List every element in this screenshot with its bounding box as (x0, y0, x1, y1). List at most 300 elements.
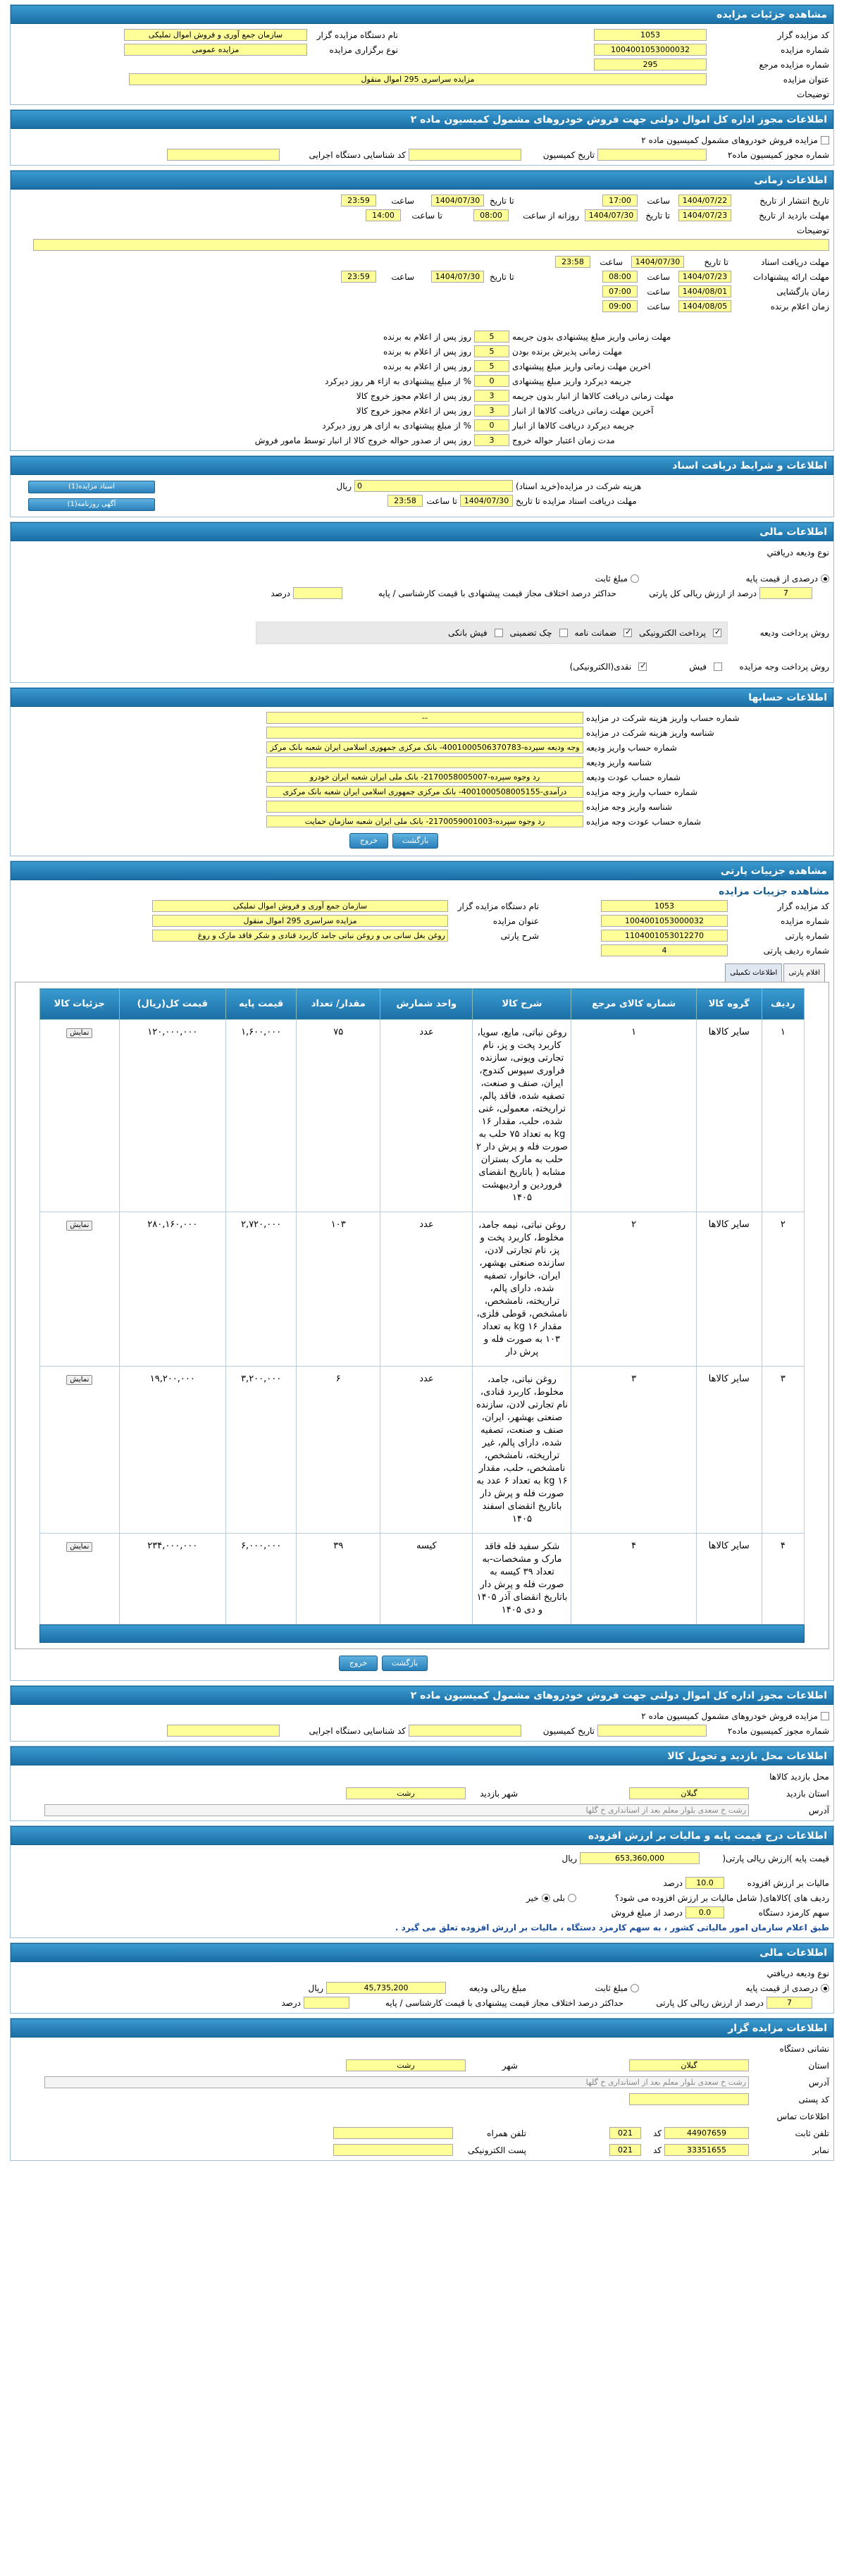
fixed2-radio-label: مبلغ ثابت (595, 1983, 628, 1993)
account-field: رد وجوه سپرده-2170059001003- بانک ملی ایران شعبه سازمان حمایت (266, 815, 583, 827)
docs-time-field: 23:58 (555, 256, 590, 268)
guarantee-checkbox[interactable] (623, 629, 632, 637)
deposit-type-label: نوع وديعه دريافتي (767, 547, 829, 557)
to-date-label: تا تاریخ (490, 195, 514, 206)
open-date-field: 1404/08/01 (678, 285, 731, 297)
accounts-header: اطلاعات حسابها (11, 688, 833, 707)
cell-total: ۱۹,۲۰۰,۰۰۰ (119, 1367, 225, 1534)
daily-to-field: 14:00 (366, 209, 401, 221)
ref-field: 295 (594, 58, 707, 70)
column-header: شماره کالای مرجع (571, 989, 696, 1020)
pricing-panel (10, 1825, 834, 1938)
percent2-word: درصد (281, 1997, 301, 2008)
cell-ref: ۲ (571, 1212, 696, 1367)
cell-qty: ۳۹ (297, 1534, 380, 1625)
contact-header: اطلاعات مزایده گزار (11, 2019, 833, 2038)
show-details-button[interactable]: نمایش (66, 1542, 92, 1552)
contact-city-field: رشت (346, 2059, 466, 2071)
permit2-checkbox-label: مزایده فروش خودروهای مشمول کمیسیون ماده ۲ (641, 1711, 818, 1721)
deadline-row (15, 374, 829, 388)
offer-from-field: 1404/07/23 (678, 271, 731, 283)
fee-label: هزینه شرکت در مزایده(خرید اسناد) (516, 481, 642, 491)
contact-address-label: آدرس (808, 2077, 829, 2088)
price-method-box (256, 655, 728, 678)
contact-city-label: شهر (502, 2060, 518, 2071)
hour-label: ساعت (647, 271, 670, 282)
check-label: چک تضمینی (509, 628, 552, 638)
pub-to-field: 1404/07/30 (431, 195, 484, 207)
column-header: قیمت پایه (226, 989, 297, 1020)
account-label: شماره حساب واریز وجه مزایده (586, 787, 697, 797)
party-return-button[interactable]: بازگشت (382, 1656, 428, 1671)
cell-group: سایر کالاها (696, 1020, 762, 1212)
winner-date-field: 1404/08/05 (678, 300, 731, 312)
deadline-unit: روز پس از اعلام مجوز خروج کالا (356, 405, 471, 416)
cell-unit: کیسه (380, 1534, 473, 1625)
price-method-label: روش پرداخت وجه مزایده (739, 662, 829, 672)
code-field: 1053 (594, 29, 707, 41)
party-no-field: 1104001053012270 (601, 930, 728, 942)
deadline-label: جریمه دیرکرد واریز مبلغ پیشنهادی (512, 376, 632, 386)
phone-code-label: کد (652, 2128, 662, 2138)
cell-group: سایر کالاها (696, 1534, 762, 1625)
finance-header: اطلاعات مالی (11, 522, 833, 541)
type-field: مزایده عمومی (124, 44, 307, 56)
visit-province-field: گیلان (629, 1787, 749, 1799)
party-row-no-field: 4 (601, 944, 728, 956)
deadline-value: 0 (474, 375, 509, 387)
ref-label: شماره مزایده مرجع (759, 59, 829, 70)
visit-address-label: آدرس (808, 1805, 829, 1816)
show-details-button[interactable]: نمایش (66, 1221, 92, 1231)
check-checkbox[interactable] (559, 629, 568, 637)
cell-base: ۳,۲۰۰,۰۰۰ (226, 1367, 297, 1534)
docs-label: مهلت دریافت اسناد (760, 257, 829, 267)
notes-label: توضیحات (796, 225, 829, 235)
fixed2-radio[interactable] (631, 1984, 639, 1992)
electronic-pay-label: پرداخت الکترونیکی (639, 628, 706, 638)
cell-qty: ۷۵ (297, 1020, 380, 1212)
phone-field: 44907659 (664, 2127, 749, 2139)
pub-to-time-field: 23:59 (341, 195, 376, 207)
mobile-field (333, 2127, 453, 2139)
location-header: اطلاعات محل بازدید و تحویل کالا (11, 1746, 833, 1765)
percent2-radio[interactable] (821, 1984, 829, 1992)
percent2-radio-label: درصدی از قیمت پایه (745, 1983, 818, 1993)
postal-label: کد پستی (798, 2094, 829, 2104)
org-field: سازمان جمع آوری و فروش اموال تملیکی (124, 29, 307, 41)
time-header: اطلاعات زمانی (11, 171, 833, 190)
table-row (40, 1212, 805, 1367)
account-row (15, 725, 829, 740)
vat-question-label: ردیف های )کالاهای( شامل مالیات بر ارزش افزوده می شود؟ (614, 1892, 829, 1903)
permit-panel (10, 109, 834, 166)
finance2-header: اطلاعات مالی (11, 1943, 833, 1962)
account-label: شناسه واریز هزینه شرکت در مزایده (586, 727, 714, 738)
deadline-unit: روز پس از اعلام به برنده (383, 361, 471, 371)
return-button[interactable]: بازگشت (392, 833, 438, 849)
visit-label: مهلت بازدید از تاریخ (759, 210, 829, 221)
deadline-unit: روز پس از صدور حواله خروج کالا از انبار توسط مامور فروش (254, 435, 471, 445)
visit-address-field: رشت خ سعدی بلوار معلم بعد از استانداری خ گلها (44, 1804, 749, 1816)
exec-code-field (167, 149, 280, 161)
table-footer-bar (39, 1625, 805, 1643)
tab-extra-info[interactable]: اطلاعات تکمیلی (725, 963, 782, 982)
base-price-field: 653,360,000 (580, 1852, 700, 1864)
title-label: عنوان مزایده (783, 74, 829, 85)
contact-province-label: استان (808, 2060, 829, 2071)
deadline-label: جریمه دیرکرد دریافت کالاها از انبار (512, 420, 635, 431)
permit2-header: اطلاعات مجوز اداره کل اموال دولتی جهت فروش خودروهای مشمول کمیسیون ماده ۲ (11, 1686, 833, 1705)
party-subheader: مشاهده جزییات مزایده (719, 885, 829, 897)
max2-diff-label: حداکثر درصد اختلاف مجاز قیمت پیشنهادی با قیمت کارشناسی / پایه (385, 1997, 623, 2008)
deadline-unit: % از مبلغ پیشنهادی به ازای هر روز دیرکرد (322, 420, 471, 431)
cell-base: ۲,۷۲۰,۰۰۰ (226, 1212, 297, 1367)
finance2-panel (10, 1942, 834, 2014)
deposit-currency: ریال (308, 1983, 323, 1993)
guarantee-label: ضمانت نامه (574, 628, 617, 638)
vat-no-label: خیر (526, 1892, 539, 1903)
party-header: مشاهده جزییات پارتی (11, 861, 833, 880)
column-header: شرح کالا (473, 989, 571, 1020)
account-label: شماره حساب واریز ودیعه (586, 742, 677, 753)
deadline-unit: روز پس از اعلام مجوز خروج کالا (356, 390, 471, 401)
commission2-field (597, 1725, 707, 1737)
pricing-header: اطلاعات درج قیمت پایه و مالیات بر ارزش افزوده (11, 1826, 833, 1845)
code-label: کد مزایده گزار (777, 30, 829, 40)
hour-label: ساعت (391, 195, 414, 206)
account-row (15, 799, 829, 814)
party-number-label: شماره مزایده (781, 916, 829, 926)
percent-field: 7 (759, 587, 812, 599)
account-rows (15, 710, 829, 829)
email-label: پست الکترونیکی (468, 2145, 526, 2155)
permit-checkbox-label: مزایده فروش خودروهای مشمول کمیسیون ماده ۲ (641, 135, 818, 145)
party-code-label: کد مزایده گزار (777, 901, 829, 911)
visit-province-label: استان بازدید (786, 1788, 829, 1799)
docs-header: اطلاعات و شرایط دریافت اسناد (11, 456, 833, 475)
contact-province-field: گیلان (629, 2059, 749, 2071)
bank-slip-checkbox[interactable] (495, 629, 503, 637)
exec-code-label: کد شناسایی دستگاه اجرایی (309, 149, 406, 160)
fee-share-unit: درصد از مبلغ فروش (611, 1907, 683, 1918)
org-label: نام دستگاه مزایده گزار (316, 30, 398, 40)
account-field: درآمدی-4001000508005155- بانک مرکزی جمهوری اسلامی ایران شعبه بانک مرکزی (266, 786, 583, 798)
cell-desc: روغن نباتی، جامد، مخلوط، کاربرد قنادی، نام تجارتی لادن، سازنده صنعتی بهشهر، ایران، صنف و صنعت، تصفیه شده، دارای پالم، غیر تراریخته، نامشخص، نامشخص، حلب، مقدار ۱۶ kg به تعداد ۶ عدد به صورت فله و پرش دار باتاریخ انقضای اسفند ۱۴۰۵ (473, 1367, 571, 1534)
party-title-label: عنوان مزایده (492, 916, 539, 926)
base-price-currency: ریال (561, 1853, 577, 1863)
percent2-field: 7 (767, 1997, 812, 2009)
fax-code-label: کد (652, 2145, 662, 2155)
fax-label: نمابر (812, 2145, 829, 2155)
account-label: شماره حساب واریز هزینه شرکت در مزایده (586, 713, 740, 723)
slip-checkbox[interactable] (714, 663, 722, 671)
cell-base: ۶,۰۰۰,۰۰۰ (226, 1534, 297, 1625)
percent-radio-label: درصدی از قیمت پایه (745, 573, 818, 584)
cell-details (40, 1367, 120, 1534)
deadline-row (15, 418, 829, 433)
column-header: جزئیات کالا (40, 989, 120, 1020)
pay-method-box (256, 622, 728, 644)
account-row (15, 784, 829, 799)
mobile-label: تلفن همراه (487, 2128, 526, 2138)
cell-idx: ۳ (762, 1367, 804, 1534)
party-exit-button[interactable]: خروج (339, 1656, 378, 1671)
deadline-label: اخرین مهلت زمانی واریز مبلغ پیشنهادی (512, 361, 651, 371)
deadline-unit: روز پس از اعلام به برنده (383, 346, 471, 357)
visit-place-label: محل بازدید کالاها (769, 1771, 829, 1782)
deadline-value: 5 (474, 331, 509, 343)
exit-button[interactable]: خروج (349, 833, 388, 849)
visit-city-label: شهر بازدید (480, 1788, 518, 1799)
deadline-value: 3 (474, 405, 509, 417)
vat-label: مالیات بر ارزش افزوده (747, 1878, 829, 1888)
cell-ref: ۳ (571, 1367, 696, 1534)
fax-field: 33351655 (664, 2144, 749, 2156)
docs-to-field: 1404/07/30 (631, 256, 684, 268)
pay-method-label: روش پرداخت ودیعه (759, 628, 829, 638)
number-label: شماره مزایده (781, 44, 829, 55)
time-panel (10, 170, 834, 451)
hour-label: ساعت (600, 257, 623, 267)
pub-from-field: 1404/07/22 (678, 195, 731, 207)
commission-label: شماره مجوز کمیسیون ماده۲ (727, 149, 829, 160)
party-desc-label: شرح پارتی (500, 930, 539, 941)
slip-label: فیش (689, 662, 707, 672)
party-org-label: نام دستگاه مزایده گزار (457, 901, 539, 911)
show-details-button[interactable]: نمایش (66, 1375, 92, 1385)
cell-desc: روغن نباتی، نیمه جامد، مخلوط، کاربرد پخت و پز، نام تجارتی لادن، سازنده صنعتی بهشهر، ایران، خانوار، تصفیه شده، دارای پالم، تراریخته، نامشخص، نامشخص، قوطی فلزی، مقدار ۱۶ kg به تعداد ۱۰۳ به صورت فله و پرش دار (473, 1212, 571, 1367)
cell-ref: ۱ (571, 1020, 696, 1212)
percent-unit: درصد از ارزش ریالی کل پارتی (649, 588, 757, 598)
deadline-row (15, 344, 829, 359)
newspaper-ad-button[interactable]: آگهی روزنامه(1) (28, 498, 155, 511)
deadline-label: مهلت زمانی پذیرش برنده بودن (512, 346, 623, 357)
exec2-code-field (167, 1725, 280, 1737)
deadline-label: مهلت زمانی واریز مبلغ پیشنهادی بدون جریمه (512, 331, 671, 342)
bank-slip-label: فیش بانکی (448, 628, 488, 638)
finance-panel (10, 522, 834, 683)
percent2-unit: درصد از ارزش ریالی کل پارتی (656, 1997, 764, 2008)
commission2-date-label: تاریخ کمیسیون (542, 1725, 595, 1736)
cell-idx: ۴ (762, 1534, 804, 1625)
hour-label: ساعت (647, 301, 670, 312)
cell-base: ۱,۶۰۰,۰۰۰ (226, 1020, 297, 1212)
vat-field: 10.0 (685, 1877, 724, 1889)
pub-label: تاریخ انتشار از تاریخ (759, 195, 829, 206)
auction-details-header: مشاهده جزئیات مزایده (11, 5, 833, 24)
party-code-field: 1053 (601, 900, 728, 912)
percent-word: درصد (271, 588, 290, 598)
account-label: شماره حساب عودت ودیعه (586, 772, 681, 782)
deadline-list (15, 329, 829, 448)
vat-no-radio[interactable] (542, 1894, 550, 1902)
commission-date-label: تاریخ کمیسیون (542, 149, 595, 160)
postal-field (629, 2093, 749, 2105)
account-field: وجه ودیعه سپرده-4001000506370783- بانک مرکزی جمهوری اسلامی ایران شعبه بانک مرکز (266, 741, 583, 753)
deadline-unit: % از مبلغ پیشنهادی به ازاء هر روز دیرکرد (325, 376, 471, 386)
deadline-label: آخرین مهلت زمانی دریافت کالاها از انبار (512, 405, 654, 416)
account-field (266, 801, 583, 813)
deadline-row (15, 359, 829, 374)
until-date-label: تا تاریخ (704, 257, 728, 267)
fee-share-field: 0.0 (685, 1906, 724, 1918)
base-price-label: قیمت پایه )ارزش ریالی پارتی( (722, 1853, 829, 1863)
cell-ref: ۴ (571, 1534, 696, 1625)
docs-panel (10, 455, 834, 517)
commission-date-field (409, 149, 521, 161)
electronic-pay-checkbox[interactable] (713, 629, 721, 637)
cell-idx: ۱ (762, 1020, 804, 1212)
title-field: مزایده سراسری 295 اموال منقول (129, 73, 707, 85)
party-title-field: مزایده سراسری 295 اموال منقول (152, 915, 448, 927)
desc-label: توضیحات (796, 89, 829, 99)
commission2-label: شماره مجوز کمیسیون ماده۲ (727, 1725, 829, 1736)
vat-percent: درصد (663, 1878, 683, 1888)
deadline-unit: روز پس از اعلام به برنده (383, 331, 471, 342)
account-field: -- (266, 712, 583, 724)
deposit-amount-field: 45,735,200 (326, 1982, 446, 1994)
auction-details-panel (10, 4, 834, 105)
cell-idx: ۲ (762, 1212, 804, 1367)
deadline-label: مهلت دریافت اسناد مزایده تا تاریخ (516, 495, 637, 506)
column-header: ردیف (762, 989, 804, 1020)
contact-info-label: اطلاعات تماس (776, 2111, 829, 2121)
cell-details (40, 1534, 120, 1625)
account-row (15, 814, 829, 829)
phone-label: تلفن ثابت (795, 2128, 829, 2138)
column-header: گروه کالا (696, 989, 762, 1020)
visit-city-field: رشت (346, 1787, 466, 1799)
account-field: رد وجوه سپرده-2170058005007- بانک ملی ایران شعبه ایران خودرو (266, 771, 583, 783)
contact-address-field: رشت خ سعدی بلوار معلم بعد از استانداری خ گلها (44, 2076, 749, 2088)
daily-to-label: تا ساعت (411, 210, 442, 221)
deposit-amount-label: مبلغ ریالی ودیعه (468, 1983, 526, 1993)
cell-unit: عدد (380, 1367, 473, 1534)
permit2-checkbox[interactable] (821, 1712, 829, 1720)
cell-group: سایر کالاها (696, 1367, 762, 1534)
show-details-button[interactable]: نمایش (66, 1028, 92, 1038)
items-table (39, 988, 805, 1625)
daily-from-field: 08:00 (473, 209, 509, 221)
column-header: مقدار/ تعداد (297, 989, 380, 1020)
permit2-panel (10, 1685, 834, 1742)
deadline-row (15, 433, 829, 448)
cell-qty: ۶ (297, 1367, 380, 1534)
cell-desc: شکر سفید فله فاقد مارک و مشخصات-به تعداد ۳۹ کیسه به صورت فله و پرش دار باتاریخ انقضای آذر ۱۴۰۵ و دی ۱۴۰۵ (473, 1534, 571, 1625)
type-label: نوع برگزاری مزایده (329, 44, 398, 55)
phone-code-field: 021 (609, 2127, 641, 2139)
party-panel (10, 861, 834, 1681)
account-label: شناسه واریز وجه مزایده (586, 801, 673, 812)
table-row (40, 1020, 805, 1212)
deadline-value: 0 (474, 419, 509, 431)
account-row (15, 740, 829, 755)
deadline-date-field: 1404/07/30 (460, 495, 513, 507)
table-row (40, 1367, 805, 1534)
fee-unit: ریال (336, 481, 352, 491)
tab-party-items[interactable]: اقلام پارتی (783, 963, 825, 982)
deadline-label: مدت زمان اعتبار حواله خروج (512, 435, 615, 445)
fax-code-field: 021 (609, 2144, 641, 2156)
fixed-radio-label: مبلغ ثابت (595, 573, 628, 584)
number-field: 1004001053000032 (594, 44, 707, 56)
fixed-radio[interactable] (631, 574, 639, 583)
cell-unit: عدد (380, 1212, 473, 1367)
notes-field (33, 239, 829, 251)
offer-from-time-field: 08:00 (602, 271, 638, 283)
table-row (40, 1534, 805, 1625)
deposit2-type-label: نوع وديعه دريافتي (767, 1968, 829, 1978)
visit-from-field: 1404/07/23 (678, 209, 731, 221)
cell-total: ۲۸۰,۱۶۰,۰۰۰ (119, 1212, 225, 1367)
max-diff-field (293, 587, 342, 599)
offer-to-field: 1404/07/30 (431, 271, 484, 283)
max2-diff-field (304, 1997, 349, 2009)
auction-docs-button[interactable]: اسناد مزایده(1) (28, 481, 155, 493)
account-field (266, 756, 583, 768)
open-label: زمان بازگشایی (776, 286, 829, 297)
exec2-code-label: کد شناسایی دستگاه اجرایی (309, 1725, 406, 1736)
commission-field (597, 149, 707, 161)
deadline-row (15, 329, 829, 344)
cash-electronic-label: نقدی(الکترونیکی) (569, 662, 632, 672)
cell-total: ۱۲۰,۰۰۰,۰۰۰ (119, 1020, 225, 1212)
fee-share-label: سهم کارمزد دستگاه (758, 1907, 829, 1918)
deadline-hour-label: تا ساعت (426, 495, 457, 506)
hour-label: ساعت (391, 271, 414, 282)
contact-panel (10, 2018, 834, 2161)
winner-label: زمان اعلام برنده (770, 301, 829, 312)
cell-total: ۲۳۴,۰۰۰,۰۰۰ (119, 1534, 225, 1625)
column-header: واحد شمارش (380, 989, 473, 1020)
cell-details (40, 1212, 120, 1367)
cell-group: سایر کالاها (696, 1212, 762, 1367)
deadline-value: 5 (474, 360, 509, 372)
account-field (266, 727, 583, 739)
offer-to-time-field: 23:59 (341, 271, 376, 283)
deadline-time-field: 23:58 (387, 495, 423, 507)
column-header: قیمت کل(ریال) (119, 989, 225, 1020)
party-desc-field: روغن بغل سانی بی و روغن نباتی جامد کاربرد قنادی و شکر فاقد مارک و روغ (152, 930, 448, 942)
org-address-label: نشانی دستگاه (779, 2043, 829, 2054)
account-row (15, 770, 829, 784)
percent-radio[interactable] (821, 574, 829, 583)
party-row-no-label: شماره ردیف پارتی (763, 945, 829, 956)
to-date-label: تا تاریخ (645, 210, 670, 221)
deadline-value: 5 (474, 345, 509, 357)
account-row (15, 755, 829, 770)
deadline-row (15, 403, 829, 418)
items-frame (15, 982, 829, 1649)
to-date-label: تا تاریخ (490, 271, 514, 282)
deadline-label: مهلت زمانی دریافت کالاها از انبار بدون جریمه (512, 390, 674, 401)
fee-field: 0 (354, 480, 513, 492)
party-no-label: شماره پارتی (785, 930, 829, 941)
party-tabs (15, 958, 829, 982)
party-org-field: سازمان جمع آوری و فروش اموال تملیکی (152, 900, 448, 912)
vat-note: طبق اعلام سازمان امور مالیاتی کشور ، به سهم کارمزد دستگاه ، مالیات بر ارزش افزوده تعلق می گیرد . (395, 1922, 829, 1933)
cell-unit: عدد (380, 1020, 473, 1212)
vat-yes-radio[interactable] (568, 1894, 576, 1902)
cash-electronic-checkbox[interactable] (638, 663, 647, 671)
account-label: شماره حساب عودت وجه مزایده (586, 816, 702, 827)
cell-details (40, 1020, 120, 1212)
max-diff-label: حداکثر درصد اختلاف مجاز قیمت پیشنهادی با قیمت کارشناسی / پایه (378, 588, 616, 598)
winner-time-field: 09:00 (602, 300, 638, 312)
location-panel (10, 1746, 834, 1821)
permit-checkbox[interactable] (821, 136, 829, 144)
